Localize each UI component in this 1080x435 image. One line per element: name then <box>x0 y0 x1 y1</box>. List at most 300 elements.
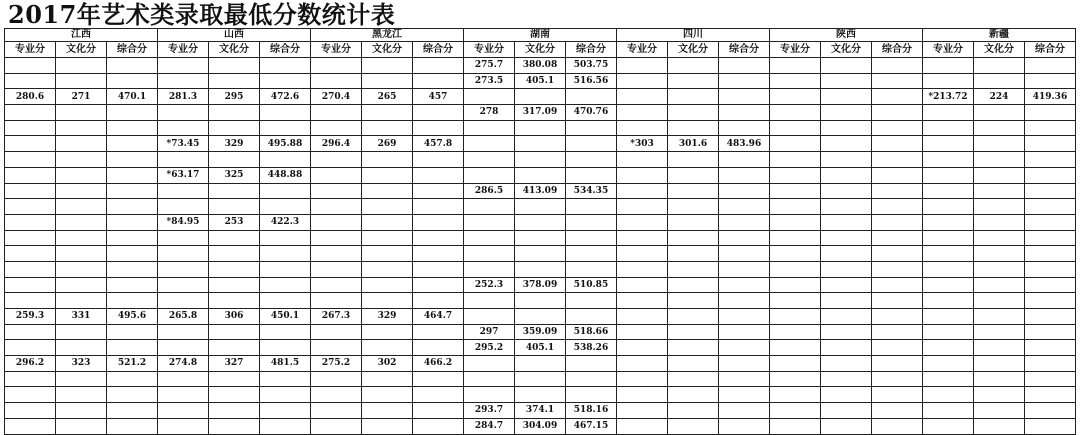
table-cell <box>362 105 413 121</box>
table-cell <box>923 136 974 152</box>
table-cell <box>5 199 56 215</box>
table-cell <box>107 214 158 230</box>
province-header: 新疆 <box>923 29 1076 42</box>
table-cell <box>668 120 719 136</box>
table-cell <box>617 277 668 293</box>
table-cell <box>311 73 362 89</box>
table-cell <box>260 293 311 309</box>
table-cell <box>56 199 107 215</box>
table-cell <box>107 387 158 403</box>
table-cell <box>719 309 770 325</box>
table-cell <box>566 89 617 105</box>
table-row <box>5 105 1076 121</box>
table-cell <box>923 105 974 121</box>
table-cell: 419.36 <box>1025 89 1076 105</box>
table-cell <box>617 293 668 309</box>
table-cell: 271 <box>56 89 107 105</box>
table-cell <box>107 246 158 262</box>
table-cell <box>56 418 107 434</box>
table-cell <box>617 73 668 89</box>
table-row <box>5 261 1076 277</box>
column-header: 专业分 <box>158 42 209 58</box>
table-cell <box>5 167 56 183</box>
table-cell <box>974 277 1025 293</box>
table-cell <box>821 356 872 372</box>
table-cell <box>56 340 107 356</box>
table-row <box>5 183 1076 199</box>
table-cell <box>719 230 770 246</box>
table-cell <box>5 183 56 199</box>
table-cell: 296.2 <box>5 356 56 372</box>
table-cell <box>872 309 923 325</box>
table-cell <box>719 183 770 199</box>
table-cell: 304.09 <box>515 418 566 434</box>
table-cell <box>107 136 158 152</box>
table-cell <box>311 324 362 340</box>
table-cell <box>56 246 107 262</box>
table-cell: 483.96 <box>719 136 770 152</box>
table-cell <box>821 261 872 277</box>
table-cell <box>974 356 1025 372</box>
table-cell <box>719 356 770 372</box>
table-cell <box>770 152 821 168</box>
table-cell <box>1025 371 1076 387</box>
table-cell <box>770 183 821 199</box>
table-cell <box>1025 387 1076 403</box>
table-cell <box>158 105 209 121</box>
table-cell <box>158 277 209 293</box>
table-cell <box>1025 324 1076 340</box>
table-cell <box>617 418 668 434</box>
table-cell <box>209 58 260 74</box>
table-cell <box>464 261 515 277</box>
table-cell <box>1025 58 1076 74</box>
table-row <box>5 199 1076 215</box>
table-cell <box>260 58 311 74</box>
table-cell <box>719 418 770 434</box>
table-cell <box>566 309 617 325</box>
table-cell <box>923 246 974 262</box>
table-cell <box>821 418 872 434</box>
table-cell: 259.3 <box>5 309 56 325</box>
table-cell <box>872 403 923 419</box>
table-cell <box>464 199 515 215</box>
table-cell <box>617 58 668 74</box>
table-cell <box>260 183 311 199</box>
table-cell <box>311 418 362 434</box>
table-cell <box>260 199 311 215</box>
table-cell <box>668 89 719 105</box>
table-row <box>5 89 1076 105</box>
table-cell <box>923 403 974 419</box>
table-cell <box>872 199 923 215</box>
table-cell: 252.3 <box>464 277 515 293</box>
table-cell <box>362 293 413 309</box>
table-cell <box>923 73 974 89</box>
table-cell <box>770 371 821 387</box>
table-cell: 280.6 <box>5 89 56 105</box>
table-cell <box>566 120 617 136</box>
column-header: 文化分 <box>821 42 872 58</box>
province-header: 湖南 <box>464 29 617 42</box>
table-cell: 472.6 <box>260 89 311 105</box>
table-cell <box>566 214 617 230</box>
table-cell <box>56 371 107 387</box>
table-cell <box>158 387 209 403</box>
table-cell <box>872 105 923 121</box>
table-cell <box>668 403 719 419</box>
table-cell: 516.56 <box>566 73 617 89</box>
table-cell <box>1025 418 1076 434</box>
table-cell <box>56 73 107 89</box>
table-cell: 405.1 <box>515 73 566 89</box>
table-cell <box>311 277 362 293</box>
table-cell <box>872 277 923 293</box>
table-cell: 378.09 <box>515 277 566 293</box>
table-cell <box>362 418 413 434</box>
table-cell <box>1025 152 1076 168</box>
table-cell <box>260 105 311 121</box>
table-cell <box>566 387 617 403</box>
table-cell <box>209 105 260 121</box>
table-row <box>5 371 1076 387</box>
table-cell <box>770 214 821 230</box>
table-cell <box>158 293 209 309</box>
table-cell <box>974 58 1025 74</box>
table-cell <box>668 246 719 262</box>
table-cell <box>1025 167 1076 183</box>
table-cell <box>515 246 566 262</box>
column-header: 文化分 <box>56 42 107 58</box>
table-cell <box>872 89 923 105</box>
table-cell <box>668 309 719 325</box>
table-cell <box>770 58 821 74</box>
table-cell <box>515 167 566 183</box>
table-cell <box>311 167 362 183</box>
table-cell: 470.1 <box>107 89 158 105</box>
table-cell <box>413 340 464 356</box>
table-cell <box>923 309 974 325</box>
table-cell <box>311 183 362 199</box>
table-cell <box>209 120 260 136</box>
column-header: 文化分 <box>209 42 260 58</box>
table-cell <box>974 183 1025 199</box>
table-cell <box>413 183 464 199</box>
table-cell <box>770 120 821 136</box>
table-cell <box>821 105 872 121</box>
table-cell <box>566 261 617 277</box>
table-cell: 534.35 <box>566 183 617 199</box>
table-cell <box>515 152 566 168</box>
table-row <box>5 324 1076 340</box>
table-cell <box>974 120 1025 136</box>
table-cell <box>719 89 770 105</box>
table-cell <box>821 246 872 262</box>
table-cell <box>464 120 515 136</box>
table-cell <box>209 403 260 419</box>
table-cell <box>413 246 464 262</box>
table-cell <box>158 371 209 387</box>
table-cell <box>311 105 362 121</box>
table-cell <box>719 120 770 136</box>
province-header: 黑龙江 <box>311 29 464 42</box>
table-cell <box>872 246 923 262</box>
table-cell: 273.5 <box>464 73 515 89</box>
table-cell <box>719 293 770 309</box>
table-cell <box>413 105 464 121</box>
table-cell <box>1025 73 1076 89</box>
table-cell <box>719 214 770 230</box>
table-cell <box>872 387 923 403</box>
table-cell <box>617 387 668 403</box>
table-cell <box>821 73 872 89</box>
table-cell <box>821 324 872 340</box>
table-cell <box>923 387 974 403</box>
page-title: 2017年艺术类录取最低分数统计表 <box>8 0 396 29</box>
table-cell <box>158 261 209 277</box>
column-header: 专业分 <box>5 42 56 58</box>
table-cell: 295.2 <box>464 340 515 356</box>
table-cell <box>821 120 872 136</box>
table-cell <box>974 293 1025 309</box>
province-header-row <box>5 29 1076 42</box>
table-cell <box>923 340 974 356</box>
column-header: 文化分 <box>515 42 566 58</box>
table-cell <box>668 340 719 356</box>
table-row <box>5 230 1076 246</box>
table-cell <box>974 261 1025 277</box>
table-cell <box>668 167 719 183</box>
table-cell: 301.6 <box>668 136 719 152</box>
table-cell <box>719 246 770 262</box>
table-cell <box>107 371 158 387</box>
table-cell <box>413 214 464 230</box>
table-cell: 495.6 <box>107 309 158 325</box>
table-cell <box>362 167 413 183</box>
table-cell: 297 <box>464 324 515 340</box>
table-cell <box>923 230 974 246</box>
table-cell: 296.4 <box>311 136 362 152</box>
table-cell <box>974 73 1025 89</box>
table-cell <box>923 356 974 372</box>
table-cell <box>821 403 872 419</box>
table-cell <box>464 167 515 183</box>
table-cell <box>974 230 1025 246</box>
table-cell <box>56 58 107 74</box>
table-row <box>5 277 1076 293</box>
table-row <box>5 214 1076 230</box>
table-cell <box>668 230 719 246</box>
table-cell <box>56 214 107 230</box>
table-cell <box>464 89 515 105</box>
table-cell <box>107 73 158 89</box>
table-cell: 457.8 <box>413 136 464 152</box>
table-cell <box>515 261 566 277</box>
table-row <box>5 340 1076 356</box>
table-cell <box>566 230 617 246</box>
province-header: 山西 <box>158 29 311 42</box>
table-cell <box>821 183 872 199</box>
table-cell <box>413 403 464 419</box>
table-cell <box>872 293 923 309</box>
table-cell <box>770 230 821 246</box>
table-cell <box>872 356 923 372</box>
table-cell <box>821 167 872 183</box>
table-cell <box>923 277 974 293</box>
table-cell <box>872 136 923 152</box>
table-cell <box>719 277 770 293</box>
table-cell <box>617 183 668 199</box>
table-cell: 278 <box>464 105 515 121</box>
table-cell: 457 <box>413 89 464 105</box>
table-cell <box>1025 356 1076 372</box>
table-cell <box>1025 309 1076 325</box>
table-cell <box>209 418 260 434</box>
table-cell: 466.2 <box>413 356 464 372</box>
table-cell <box>464 230 515 246</box>
column-header: 综合分 <box>1025 42 1076 58</box>
table-cell <box>719 261 770 277</box>
table-row <box>5 73 1076 89</box>
table-cell <box>668 356 719 372</box>
table-cell <box>107 120 158 136</box>
table-cell <box>1025 214 1076 230</box>
table-cell <box>668 214 719 230</box>
table-cell <box>362 152 413 168</box>
table-cell <box>1025 246 1076 262</box>
table-cell <box>413 73 464 89</box>
table-cell <box>821 309 872 325</box>
table-cell <box>770 387 821 403</box>
table-cell <box>107 105 158 121</box>
table-cell <box>209 371 260 387</box>
table-cell <box>107 183 158 199</box>
column-header: 文化分 <box>974 42 1025 58</box>
table-cell: 269 <box>362 136 413 152</box>
table-cell <box>260 340 311 356</box>
table-cell <box>719 340 770 356</box>
table-cell <box>770 261 821 277</box>
table-row <box>5 246 1076 262</box>
table-cell <box>464 136 515 152</box>
table-cell: *303 <box>617 136 668 152</box>
table-cell <box>668 261 719 277</box>
table-cell <box>209 277 260 293</box>
table-cell <box>1025 293 1076 309</box>
table-cell <box>617 167 668 183</box>
table-cell <box>158 324 209 340</box>
table-cell <box>719 73 770 89</box>
table-cell <box>362 387 413 403</box>
table-cell <box>56 152 107 168</box>
table-cell <box>668 418 719 434</box>
table-cell <box>770 418 821 434</box>
table-cell <box>107 199 158 215</box>
table-cell <box>107 167 158 183</box>
table-cell <box>209 261 260 277</box>
table-cell <box>158 418 209 434</box>
table-cell: *84.95 <box>158 214 209 230</box>
table-cell <box>209 293 260 309</box>
table-cell <box>515 309 566 325</box>
table-cell <box>311 387 362 403</box>
table-cell <box>974 152 1025 168</box>
table-cell <box>56 261 107 277</box>
table-cell <box>5 340 56 356</box>
table-cell <box>260 277 311 293</box>
table-cell: 413.09 <box>515 183 566 199</box>
table-cell <box>974 136 1025 152</box>
table-cell <box>209 324 260 340</box>
table-cell <box>872 371 923 387</box>
table-cell: 518.66 <box>566 324 617 340</box>
table-cell <box>209 73 260 89</box>
table-cell <box>464 371 515 387</box>
table-cell: 422.3 <box>260 214 311 230</box>
table-cell <box>566 136 617 152</box>
column-header: 专业分 <box>617 42 668 58</box>
column-header: 专业分 <box>464 42 515 58</box>
table-cell <box>668 152 719 168</box>
table-cell <box>260 403 311 419</box>
table-cell: 464.7 <box>413 309 464 325</box>
table-cell <box>617 230 668 246</box>
table-cell <box>821 371 872 387</box>
table-cell <box>413 261 464 277</box>
table-cell <box>158 199 209 215</box>
table-cell: 253 <box>209 214 260 230</box>
table-cell: 331 <box>56 309 107 325</box>
table-cell <box>362 340 413 356</box>
table-cell <box>872 230 923 246</box>
table-cell: 323 <box>56 356 107 372</box>
table-cell <box>260 246 311 262</box>
table-cell <box>923 324 974 340</box>
table-cell <box>566 199 617 215</box>
table-cell <box>872 167 923 183</box>
table-cell <box>617 152 668 168</box>
table-cell <box>311 152 362 168</box>
table-cell: 265 <box>362 89 413 105</box>
table-row <box>5 167 1076 183</box>
table-cell <box>260 73 311 89</box>
table-cell <box>617 309 668 325</box>
table-cell <box>617 89 668 105</box>
table-cell <box>5 230 56 246</box>
table-cell <box>311 246 362 262</box>
table-cell <box>821 214 872 230</box>
table-cell <box>5 246 56 262</box>
table-cell <box>413 387 464 403</box>
table-cell <box>872 120 923 136</box>
table-cell: 286.5 <box>464 183 515 199</box>
table-cell: 329 <box>209 136 260 152</box>
table-cell <box>107 293 158 309</box>
table-cell <box>209 152 260 168</box>
table-cell <box>5 214 56 230</box>
column-header: 综合分 <box>107 42 158 58</box>
table-cell <box>1025 136 1076 152</box>
table-cell <box>668 58 719 74</box>
table-cell <box>668 324 719 340</box>
table-cell <box>923 199 974 215</box>
table-cell <box>413 293 464 309</box>
table-cell <box>821 58 872 74</box>
table-cell <box>362 183 413 199</box>
table-cell <box>872 214 923 230</box>
table-cell <box>464 293 515 309</box>
table-cell <box>668 293 719 309</box>
